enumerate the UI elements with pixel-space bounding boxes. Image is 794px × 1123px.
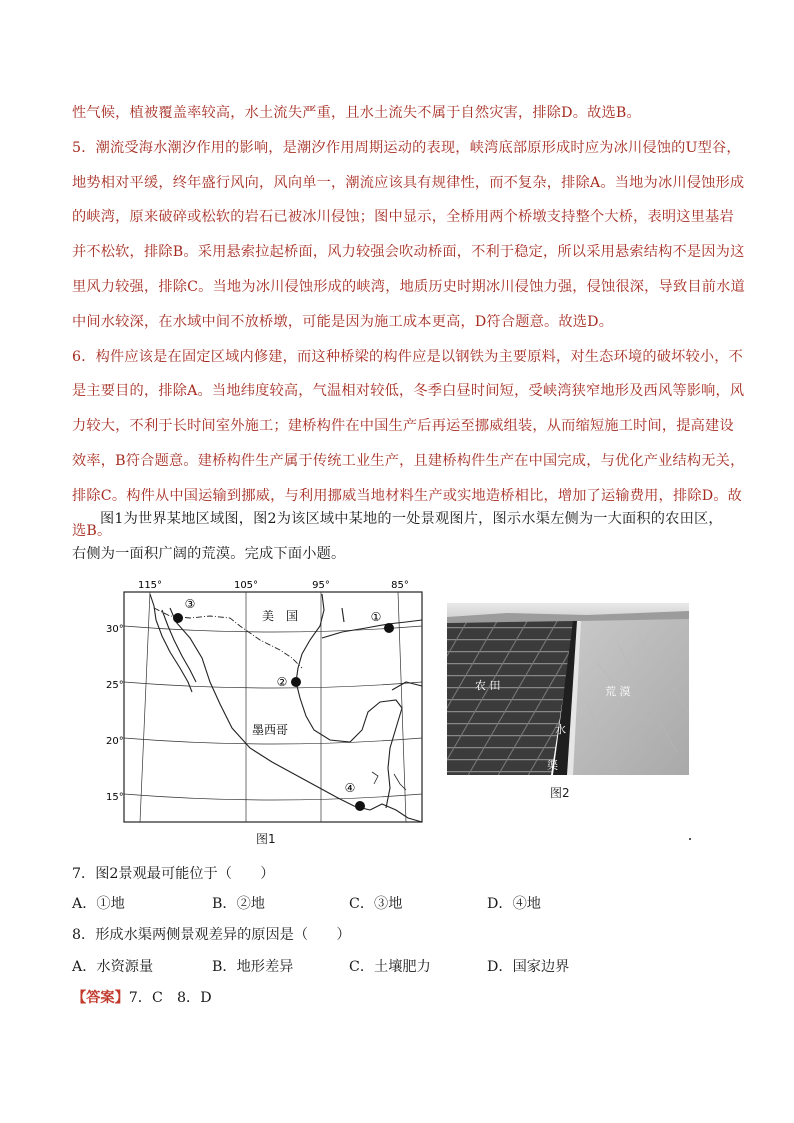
point-label-3: ③ [184,597,196,611]
landscape-photo [447,603,689,775]
explanation-line: 是主要目的，排除A。当地纬度较高，气温相对较低，冬季白昼时间短，受峡湾狭窄地形及西风等影响，风 [72,383,745,400]
lat-label: 30° [106,624,124,635]
explanation-line: 中间水较深，在水域中间不放桥墩，可能是因为施工成本更高，D符合题意。故选D。 [72,313,614,330]
country-label-usa: 美 国 [261,609,299,623]
lat-label: 25° [106,680,124,691]
point-label-2: ② [276,675,288,689]
answer-text: 7．C 8．D [128,990,212,1006]
explanation-block [72,96,745,548]
intro-line: 图1为世界某地区域图，图2为该区域中某地的一处景观图片，图示水渠左侧为一大面积的农田区， [100,511,723,527]
lat-label: 15° [106,792,124,803]
lat-label: 20° [106,736,124,747]
explanation-line: 排除C。构件从中国运输到挪威，与利用挪威当地材料生产或实地造桥相比，增加了运输费用，排除D。故 [72,487,743,504]
explanation-line: 地势相对平缓，终年盛行风向，风向单一，潮流应该具有规律性，而不复杂，排除A。当地为冰川侵蚀形成 [72,174,745,191]
explanation-line: 效率，B符合题意。建桥构件生产属于传统工业生产，且建桥构件生产在中国完成，与优化产业结构无关， [72,452,745,469]
country-label-mexico: 墨西哥 [251,723,289,737]
question-8-option: A．水资源量 [72,959,154,975]
map-point-1 [384,623,394,633]
answer-tag: 【答案】 [72,990,129,1006]
question-7-option: B．②地 [212,896,265,912]
explanation-line: 选B。 [72,522,112,539]
question-8-option: B．地形差异 [212,959,294,975]
question-7-option: A．①地 [72,896,125,912]
photo-label-canal: 水 [555,723,566,736]
region-map [106,578,440,828]
stray-mark [689,838,691,840]
question-7-option: C．③地 [349,896,403,912]
map-caption: 图1 [256,832,276,846]
lon-label: 95° [312,580,330,591]
point-label-1: ① [370,610,382,624]
intro-line: 右侧为一面积广阔的荒漠。完成下面小题。 [72,545,346,562]
map-point-2 [291,677,301,687]
question-7-option: D．④地 [487,896,541,912]
photo-label-canal: 渠 [547,759,558,772]
map-point-4 [355,801,365,811]
photo-farmland [447,621,575,775]
lon-label: 105° [233,580,259,591]
intro-paragraph [72,502,732,572]
explanation-line: 并不松软，排除B。采用悬索拉起桥面，风力较强会吹动桥面，不利于稳定，所以采用悬索结构不是因为这 [72,244,745,261]
photo-label-desert: 荒 漠 [605,685,631,698]
answer-line [72,987,212,1007]
lon-label: 85° [391,580,409,591]
explanation-line: 力较大，不利于长时间室外施工；建桥构件在中国生产后再运至挪威组装，从而缩短施工时间，提高建设 [72,418,734,435]
explanation-line: 5．潮流受海水潮汐作用的影响，是潮汐作用周期运动的表现，峡湾底部原形成时应为冰川侵蚀的U型谷， [72,139,741,156]
question-7-stem: 7．图2景观最可能位于（ ） [72,866,275,882]
question-8-stem: 8．形成水渠两侧景观差异的原因是（ ） [72,927,351,943]
explanation-line: 性气候，植被覆盖率较高，水土流失严重，且水土流失不属于自然灾害，排除D。故选B。 [72,105,641,121]
explanation-line: 6．构件应该是在固定区域内修建，而这种桥梁的构件应是以钢铁为主要原料，对生态环境的破坏较小，不 [72,348,744,365]
lon-label: 115° [137,580,163,591]
explanation-line: 的峡湾，原来破碎或松软的岩石已被冰川侵蚀；图中显示，全桥用两个桥墩支持整个大桥，表明这里基岩 [72,209,734,226]
explanation-line: 里风力较强，排除C。当地为冰川侵蚀形成的峡湾，地质历史时期冰川侵蚀力强，侵蚀很深，导致目前水道 [72,278,745,295]
question-8-option: D．国家边界 [487,959,570,975]
question-8-option: C．土壤肥力 [349,959,431,975]
photo-caption: 图2 [550,786,570,800]
photo-label-farmland: 农 田 [475,679,501,692]
point-label-4: ④ [344,781,356,795]
map-point-3 [173,613,183,623]
